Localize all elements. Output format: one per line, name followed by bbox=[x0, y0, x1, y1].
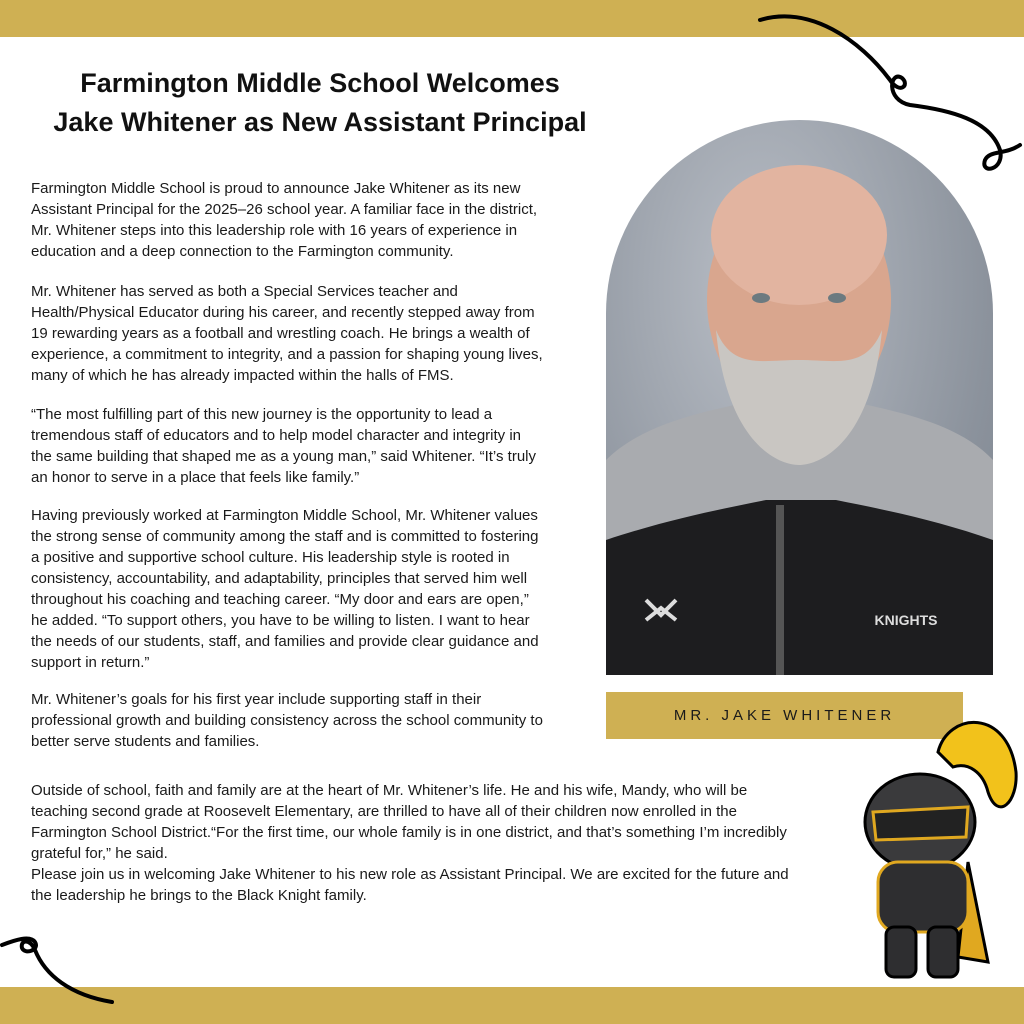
paragraph-line: Assistant Principal for the 2025–26 school year. A familiar face in the district, bbox=[31, 201, 538, 218]
paragraph-line: experience, a commitment to integrity, and a passion for shaping young lives, bbox=[31, 346, 543, 363]
paragraph-line: Please join us in welcoming Jake Whitener to his new role as Assistant Principal. We are excited for the future and bbox=[31, 866, 789, 883]
paragraph-line: many of which he has already impacted within the halls of FMS. bbox=[31, 367, 454, 384]
shirt-logo-text: KNIGHTS bbox=[874, 612, 938, 628]
body-paragraph bbox=[31, 281, 543, 386]
paragraph-line: support in return.” bbox=[31, 654, 150, 671]
paragraph-line: Health/Physical Educator during his career, and recently stepped away from bbox=[31, 304, 535, 321]
body-paragraph bbox=[31, 689, 543, 752]
title-line-1: Farmington Middle School Welcomes bbox=[80, 68, 560, 98]
bottom-gold-bar bbox=[0, 987, 1024, 1024]
paragraph-line: Having previously worked at Farmington Middle School, Mr. Whitener values bbox=[31, 507, 538, 524]
body-paragraph bbox=[31, 404, 536, 488]
paragraph-line: consistency, accountability, and adaptability, principles that served him well bbox=[31, 570, 528, 587]
paragraph-line: “The most fulfilling part of this new journey is the opportunity to lead a bbox=[31, 406, 493, 423]
body-paragraph bbox=[31, 780, 789, 906]
paragraph-line: throughout his coaching and teaching career. “My door and ears are open,” bbox=[31, 591, 529, 608]
paragraph-line: grateful for,” he said. bbox=[31, 845, 168, 862]
paragraph-line: 19 rewarding years as a football and wrestling coach. He brings a wealth of bbox=[31, 325, 530, 342]
paragraph-line: Mr. Whitener steps into this leadership role with 16 years of experience in bbox=[31, 222, 518, 239]
paragraph-line: Mr. Whitener’s goals for his first year include supporting staff in their bbox=[31, 691, 482, 708]
paragraph-line: the strong sense of community among the staff and is committed to fostering bbox=[31, 528, 539, 545]
paragraph-line: teaching second grade at Roosevelt Elementary, are thrilled to have all of their children now enrolled in the bbox=[31, 803, 737, 820]
paragraph-line: tremendous staff of educators and to help model character and integrity in bbox=[31, 427, 522, 444]
portrait-photo bbox=[606, 120, 993, 675]
paragraph-line: Farmington Middle School is proud to announce Jake Whitener as its new bbox=[31, 180, 521, 197]
paragraph-line: professional growth and building consistency across the school community to bbox=[31, 712, 543, 729]
name-caption: MR. JAKE WHITENER bbox=[606, 692, 963, 739]
paragraph-line: the needs of our students, staff, and families and provide clear guidance and bbox=[31, 633, 539, 650]
paragraph-line: better serve students and families. bbox=[31, 733, 260, 750]
paragraph-line: he added. “To support others, you have to be willing to listen. I want to hear bbox=[31, 612, 530, 629]
paragraph-line: the same building that shaped me as a young man,” said Whitener. “It’s truly bbox=[31, 448, 536, 465]
body-paragraph bbox=[31, 505, 539, 673]
paragraph-line: an honor to serve in a place that feels like family.” bbox=[31, 469, 360, 486]
page-title bbox=[20, 64, 620, 142]
paragraph-line: Outside of school, faith and family are at the heart of Mr. Whitener’s life. He and his wife, Mandy, who will be bbox=[31, 782, 748, 799]
paragraph-line: education and a deep connection to the Farmington community. bbox=[31, 243, 454, 260]
title-line-2: Jake Whitener as New Assistant Principal bbox=[53, 107, 587, 137]
swirl-decoration-icon bbox=[0, 930, 120, 1010]
paragraph-line: Mr. Whitener has served as both a Special Services teacher and bbox=[31, 283, 458, 300]
paragraph-line: a positive and supportive school culture. His leadership style is rooted in bbox=[31, 549, 510, 566]
knight-mascot-icon bbox=[858, 712, 1020, 984]
paragraph-line: the leadership he brings to the Black Knight family. bbox=[31, 887, 367, 904]
paragraph-line: Farmington School District.“For the first time, our whole family is in one district, and that’s something I’m incredibly bbox=[31, 824, 787, 841]
body-paragraph bbox=[31, 178, 537, 262]
